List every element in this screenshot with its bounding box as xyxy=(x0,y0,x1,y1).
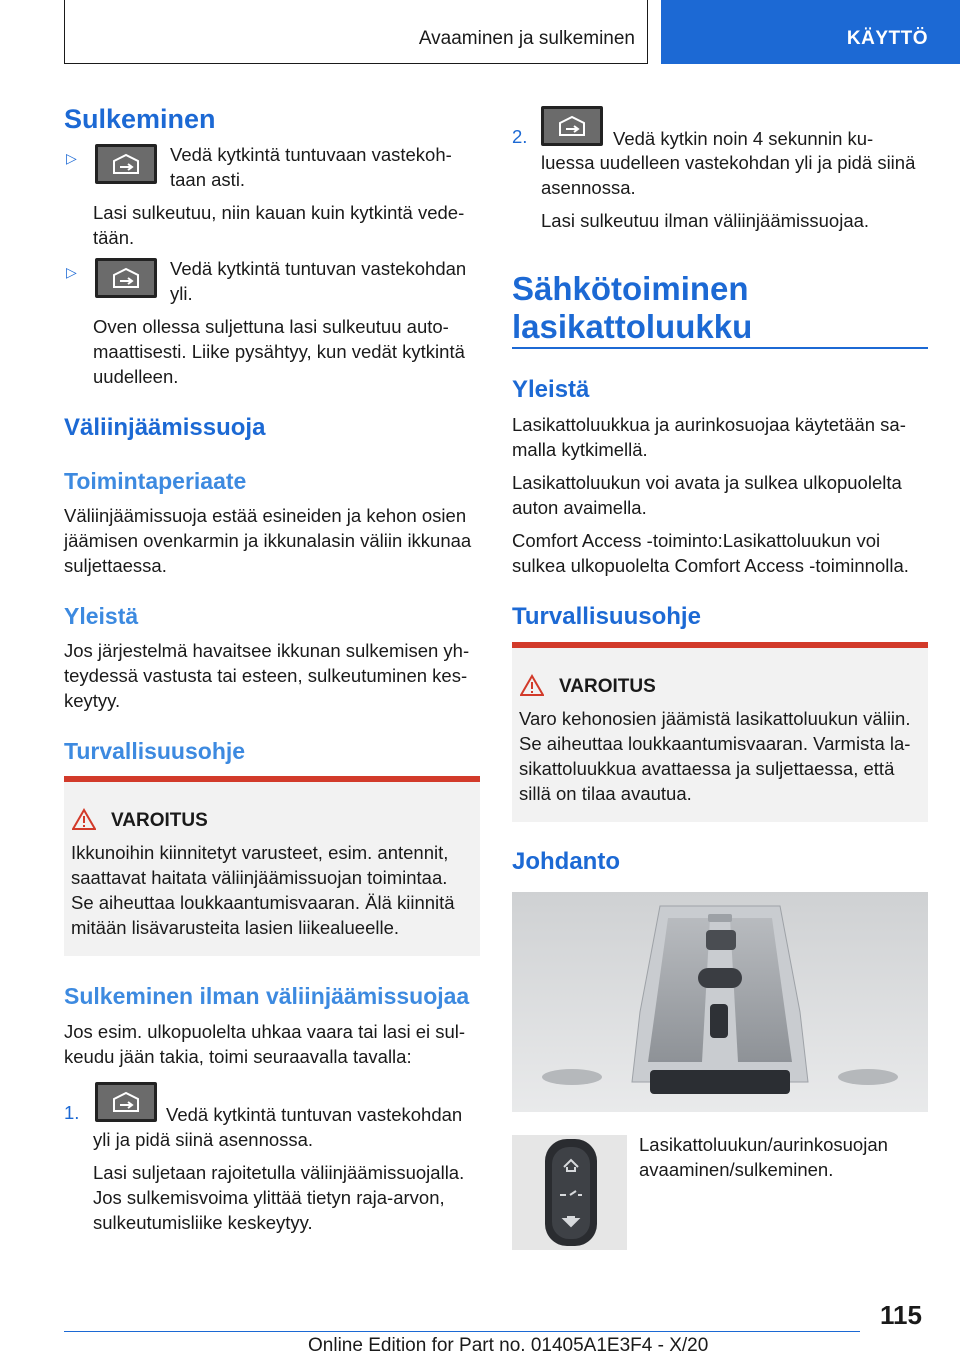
heading-sulkeminen-ilman: Sulkeminen ilman väliinjäämissuojaa xyxy=(64,983,470,1009)
window-switch-icon xyxy=(95,144,157,184)
warning-line1: Varo kehonosien jäämistä lasikattoluukun väliin. xyxy=(519,708,911,729)
item2-note-line2: maattisesti. Liike pysähtyy, kun vedät kytkintä xyxy=(93,341,465,362)
window-switch-icon xyxy=(541,106,603,146)
roof-switch-photo xyxy=(512,1135,627,1250)
heading-sahkotoiminen-l2: lasikattoluukku xyxy=(512,308,753,345)
warning-triangle-icon xyxy=(520,674,544,696)
step1-note-line1: Lasi suljetaan rajoitetulla väliinjäämissuojalla. xyxy=(93,1162,465,1183)
item2-note-line3: uudelleen. xyxy=(93,366,179,387)
warning-line1: Ikkunoihin kiinnitetyt varusteet, esim. antennit, xyxy=(71,842,449,863)
warning-title: VAROITUS xyxy=(111,810,208,831)
yleista-line1: Jos järjestelmä havaitsee ikkunan sulkemisen yh- xyxy=(64,640,470,661)
item1-note-line1: Lasi sulkeutuu, niin kauan kuin kytkintä vede- xyxy=(93,202,465,223)
warning-line3: sikattoluukkua avattaessa ja suljettaessa, että xyxy=(519,758,895,779)
item2-line1: Vedä kytkintä tuntuvan vastekohdan xyxy=(170,258,467,279)
caption-line2: avaaminen/sulkeminen. xyxy=(639,1159,834,1180)
warning-line3: Se aiheuttaa loukkaantumisvaaran. Älä kiinnitä xyxy=(71,892,455,913)
step1-note-line3: sulkeutumisliike keskeytyy. xyxy=(93,1212,313,1233)
header-section-tab[interactable] xyxy=(661,0,960,64)
header-title-box xyxy=(64,0,648,64)
yleista-r-line4: auton avaimella. xyxy=(512,497,647,518)
step2-line1: Vedä kytkin noin 4 sekunnin ku- xyxy=(613,128,874,149)
heading-valiinjaamissuoja: Väliinjäämissuoja xyxy=(64,414,266,441)
warning-line2: Se aiheuttaa loukkaantumisvaaran. Varmista la- xyxy=(519,733,911,754)
item2-line2: yli. xyxy=(170,283,193,304)
ilman-line2: keudu jään takia, toimi seuraavalla tavalla: xyxy=(64,1046,412,1067)
footer-rule xyxy=(64,1331,860,1332)
heading-rule xyxy=(512,347,928,349)
item1-line1: Vedä kytkintä tuntuvaan vastekoh- xyxy=(170,144,452,165)
heading-johdanto: Johdanto xyxy=(512,848,620,875)
item1-note-line2: tään. xyxy=(93,227,135,248)
heading-yleista-right: Yleistä xyxy=(512,376,590,403)
warning-triangle-icon xyxy=(72,808,96,830)
page-number: 115 xyxy=(880,1300,922,1330)
yleista-r-line1: Lasikattoluukkua ja aurinkosuojaa käytetään sa- xyxy=(512,414,906,435)
warning-title: VAROITUS xyxy=(559,676,656,697)
window-switch-icon xyxy=(95,258,157,298)
yleista-line2: teydessä vastusta tai esteen, sulkeutuminen kes- xyxy=(64,665,468,686)
header-section-label: KÄYTTÖ xyxy=(846,28,928,49)
step1-note-line2: Jos sulkemisvoima ylittää tietyn raja-arvon, xyxy=(93,1187,445,1208)
caption-line1: Lasikattoluukun/aurinkosuojan xyxy=(639,1134,888,1155)
toiminta-line2: jäämisen ovenkarmin ja ikkunalasin väliin ikkunaa xyxy=(64,530,472,551)
warning-box xyxy=(512,642,928,822)
yleista-r-line3: Lasikattoluukun voi avata ja sulkea ulkopuolelta xyxy=(512,472,902,493)
heading-turvallisuusohje: Turvallisuusohje xyxy=(64,738,246,764)
step2-line3: asennossa. xyxy=(541,177,636,198)
header-title: Avaaminen ja sulkeminen xyxy=(418,28,635,49)
footer-edition: Online Edition for Part no. 01405A1E3F4 - X/20 xyxy=(308,1335,709,1356)
heading-sahkotoiminen-l1: Sähkötoiminen xyxy=(512,270,749,307)
warning-line4: mitään lisävarusteita lasien liikealueelle. xyxy=(71,917,400,938)
item2-note-line1: Oven ollessa suljettuna lasi sulkeutuu auto- xyxy=(93,316,449,337)
bullet-triangle-icon: ▷ xyxy=(66,264,77,280)
warning-line2: saattavat haitata väliinjäämissuojan toimintaa. xyxy=(71,867,448,888)
yleista-line3: keytyy. xyxy=(64,690,121,711)
yleista-r-line6: sulkea ulkopuolelta Comfort Access -toiminnolla. xyxy=(512,555,909,576)
step1-line2: yli ja pidä siinä asennossa. xyxy=(93,1129,314,1150)
warning-box xyxy=(64,776,480,956)
heading-turvallisuusohje-right: Turvallisuusohje xyxy=(512,603,701,630)
heading-sulkeminen: Sulkeminen xyxy=(64,104,216,134)
step2-line2: luessa uudelleen vastekohdan yli ja pidä siinä xyxy=(541,152,916,173)
step1-number: 1. xyxy=(64,1102,80,1123)
heading-yleista: Yleistä xyxy=(64,603,139,629)
yleista-r-line5: Comfort Access -toiminto:Lasikattoluukun voi xyxy=(512,530,881,551)
bullet-triangle-icon: ▷ xyxy=(66,150,77,166)
heading-toimintaperiaate: Toimintaperiaate xyxy=(64,468,247,494)
step2-number: 2. xyxy=(512,126,528,147)
toiminta-line3: suljettaessa. xyxy=(64,555,167,576)
ilman-line1: Jos esim. ulkopuolelta uhkaa vaara tai lasi ei sul- xyxy=(64,1021,466,1042)
yleista-r-line2: malla kytkimellä. xyxy=(512,439,648,460)
roof-console-photo xyxy=(512,892,928,1112)
step2-note: Lasi sulkeutuu ilman väliinjäämissuojaa. xyxy=(541,210,870,231)
step1-line1: Vedä kytkintä tuntuvan vastekohdan xyxy=(166,1104,463,1125)
toiminta-line1: Väliinjäämissuoja estää esineiden ja kehon osien xyxy=(64,505,467,526)
warning-line4: sillä on tilaa avautua. xyxy=(519,783,692,804)
item1-line2: taan asti. xyxy=(170,169,246,190)
window-switch-icon xyxy=(95,1082,157,1122)
